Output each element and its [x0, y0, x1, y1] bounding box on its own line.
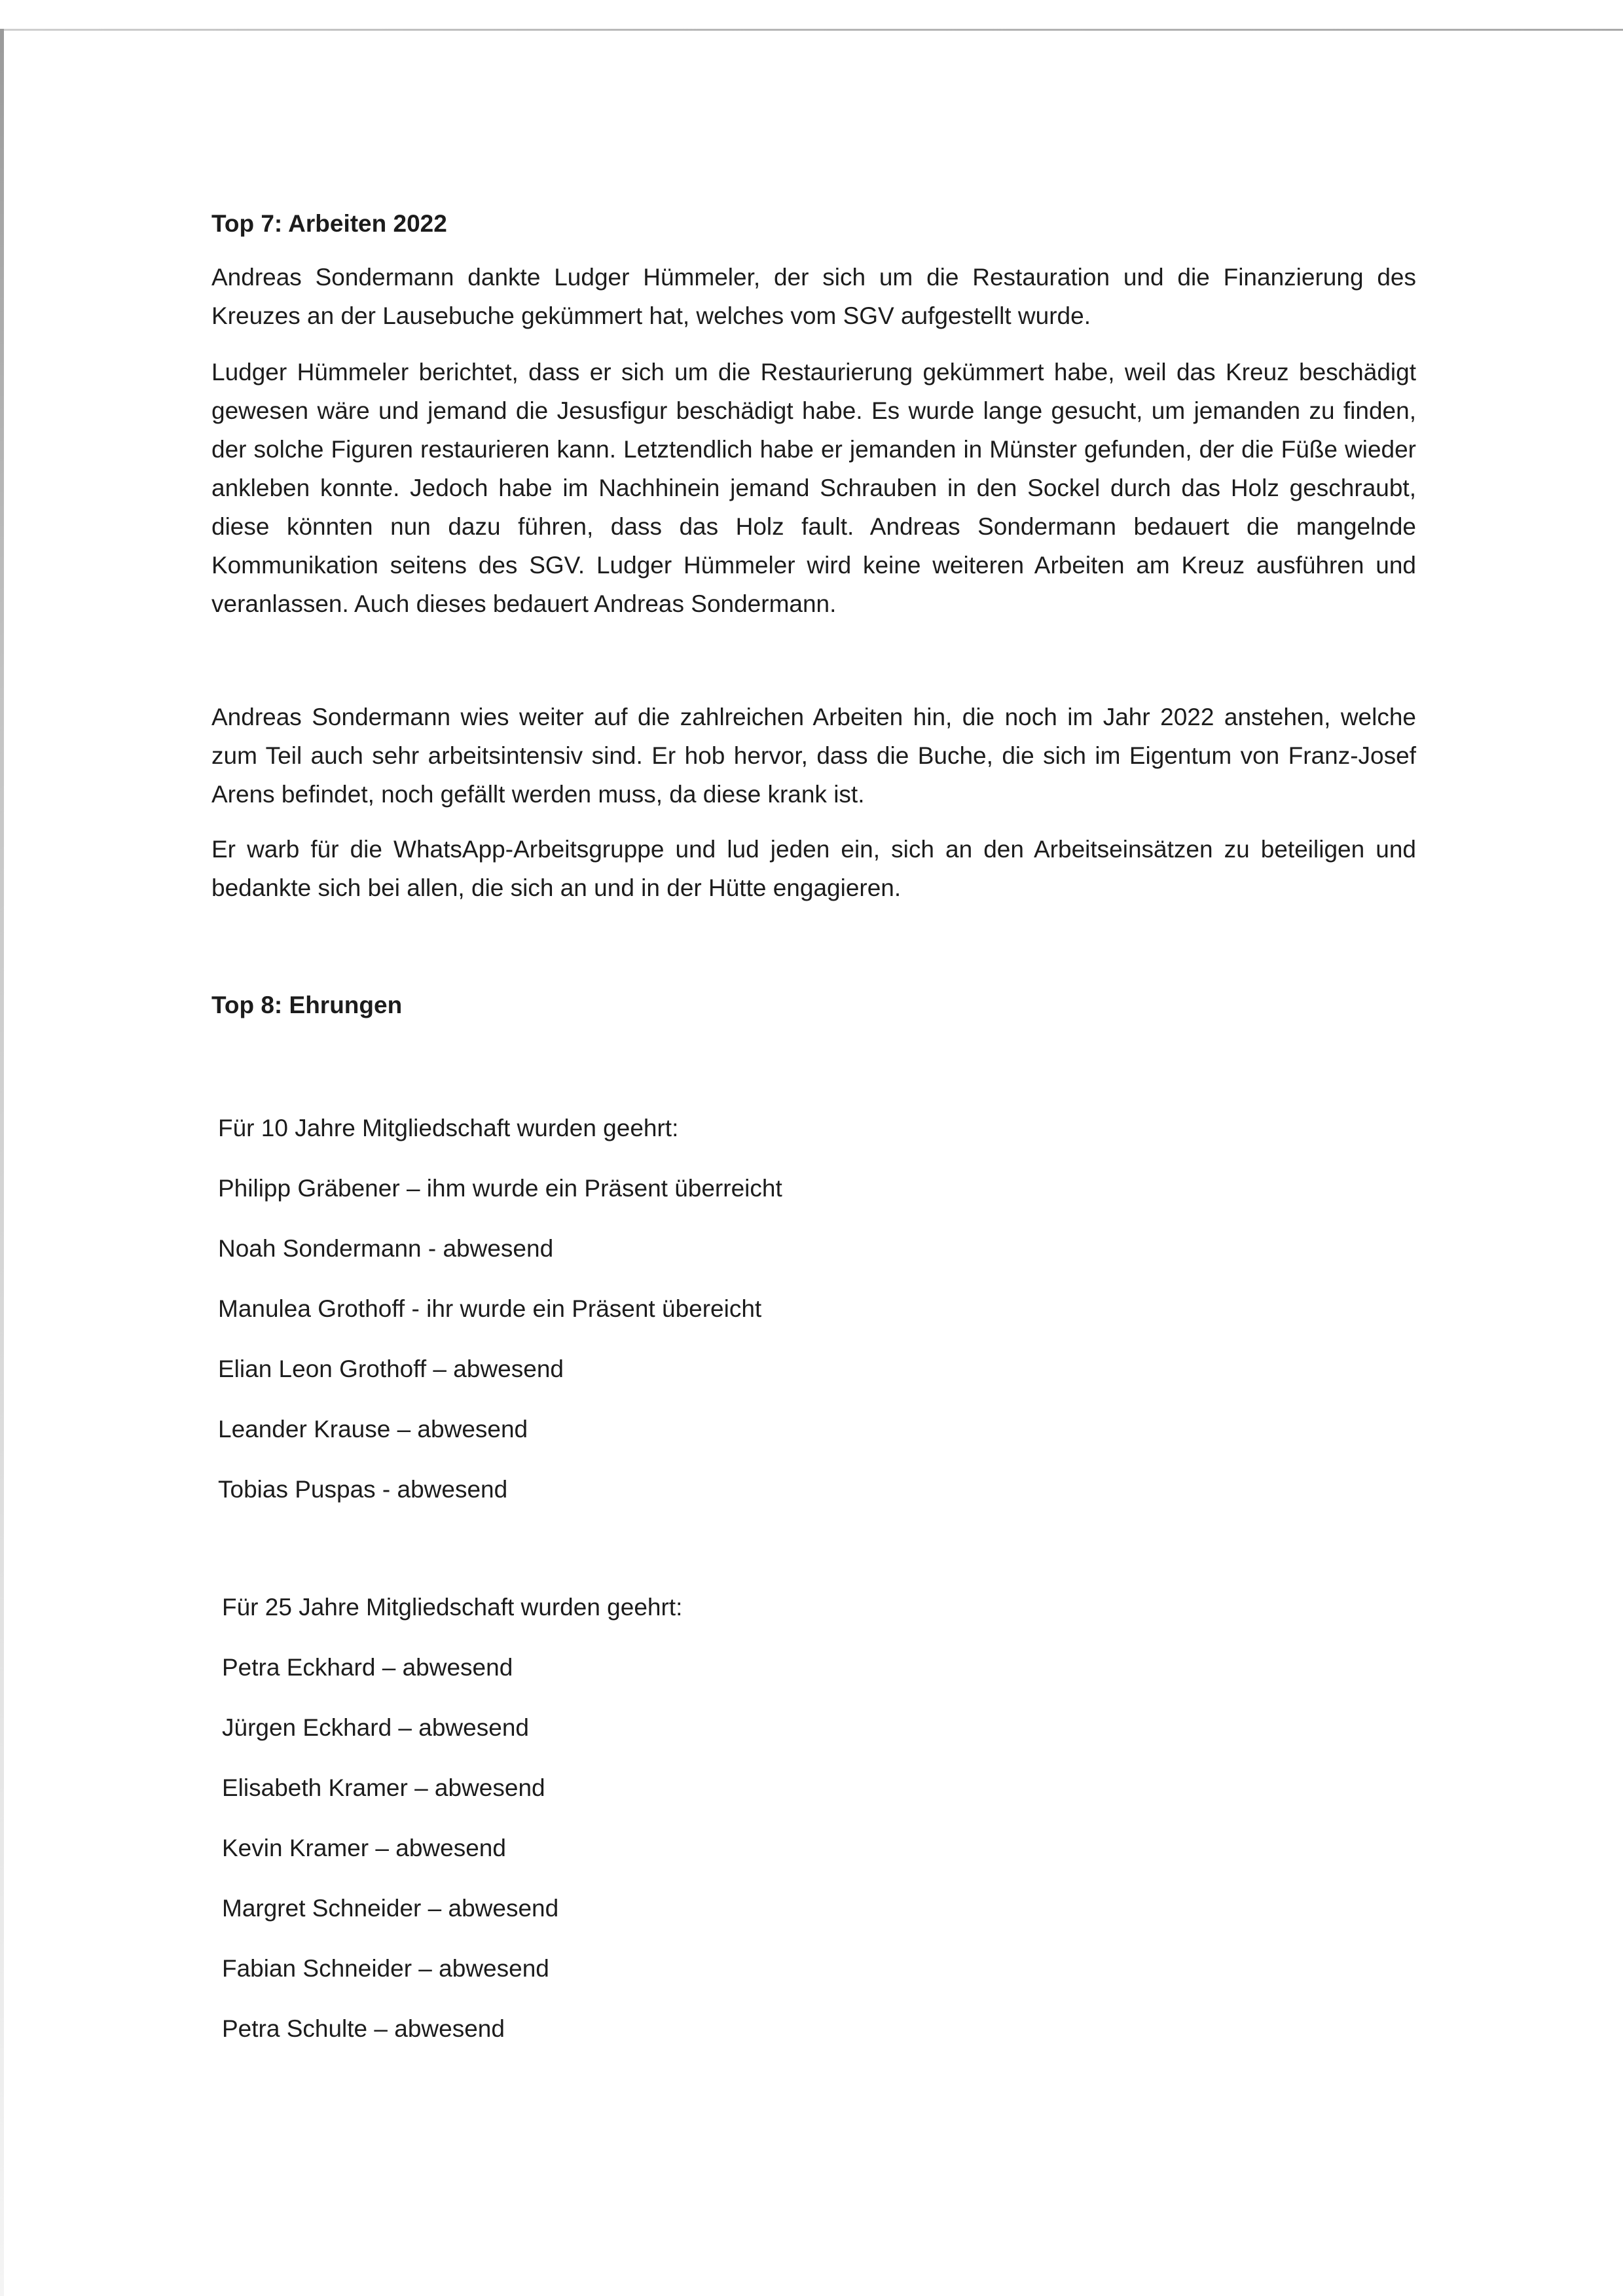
paragraph-report: Ludger Hümmeler berichtet, dass er sich um die Restaurierung gekümmert habe, weil das Kreuz beschädigt gewesen wäre und jemand die Jesusfigur beschädigt habe. Es wurde lange gesucht, um jemanden zu finden, der solche Figuren restaurieren kann. Letztendlich habe er jemanden in Münster gefunden, der die Füße wieder ankleben konnte. Jedoch habe im Nachhinein jemand Schrauben in den Sockel durch das Holz geschraubt, diese könnten nun dazu führen, dass das Holz fault. Andreas Sondermann bedauert die mangelnde Kommunikation seitens des SGV. Ludger Hümmeler wird keine weiteren Arbeiten am Kreuz ausführen und veranlassen. Auch dieses bedauert Andreas Sondermann. — [211, 359, 1416, 617]
section-top7 — [211, 208, 1416, 907]
section-heading-top8: Top 8: Ehrungen — [211, 992, 403, 1018]
honor-list — [211, 1652, 1416, 2073]
honor-group-10-years — [211, 1113, 1416, 1534]
scan-left-edge — [0, 29, 4, 2296]
document-page — [211, 208, 1416, 2073]
section-heading-top7: Top 7: Arbeiten 2022 — [211, 210, 447, 237]
paragraph-upcoming-work: Andreas Sondermann wies weiter auf die zahlreichen Arbeiten hin, die noch im Jahr 2022 anstehen, welche zum Teil auch sehr arbeitsintensiv sind. Er hob hervor, dass die Buche, die sich im Eigentum von Franz-Josef Arens befindet, noch gefällt werden muss, da diese krank ist. — [211, 704, 1416, 808]
honoree-item: Petra Eckhard – abwesend — [222, 1654, 513, 1681]
paragraph-thanks: Andreas Sondermann dankte Ludger Hümmeler, der sich um die Restauration und die Finanzierung des Kreuzes an der Lausebuche gekümmert hat, welches vom SGV aufgestellt wurde. — [211, 264, 1416, 329]
honoree-item: Elian Leon Grothoff – abwesend — [218, 1355, 564, 1382]
honoree-item: Margret Schneider – abwesend — [222, 1895, 559, 1922]
honoree-item: Noah Sondermann - abwesend — [218, 1235, 554, 1262]
scan-top-edge — [0, 29, 1623, 31]
honoree-item: Jürgen Eckhard – abwesend — [222, 1714, 529, 1741]
paragraph-whatsapp-group: Er warb für die WhatsApp-Arbeitsgruppe und lud jeden ein, sich an den Arbeitseinsätzen zu beteiligen und bedankte sich bei allen, die sich an und in der Hütte engagieren. — [211, 836, 1416, 901]
honoree-item: Tobias Puspas - abwesend — [218, 1476, 508, 1503]
honoree-item: Leander Krause – abwesend — [218, 1416, 528, 1443]
honoree-item: Philipp Gräbener – ihm wurde ein Präsent überreicht — [218, 1175, 782, 1202]
honoree-item: Kevin Kramer – abwesend — [222, 1835, 506, 1861]
honoree-item: Manulea Grothoff - ihr wurde ein Präsent übereicht — [218, 1295, 762, 1322]
honoree-item: Elisabeth Kramer – abwesend — [222, 1774, 545, 1801]
honor-group-intro: Für 25 Jahre Mitgliedschaft wurden geehrt: — [222, 1594, 683, 1621]
honor-group-intro: Für 10 Jahre Mitgliedschaft wurden geehrt: — [218, 1115, 679, 1141]
section-top8 — [211, 990, 1416, 2073]
honoree-item: Petra Schulte – abwesend — [222, 2015, 505, 2042]
honoree-item: Fabian Schneider – abwesend — [222, 1955, 549, 1982]
honor-list — [211, 1173, 1416, 1534]
honor-group-25-years — [211, 1592, 1416, 2073]
